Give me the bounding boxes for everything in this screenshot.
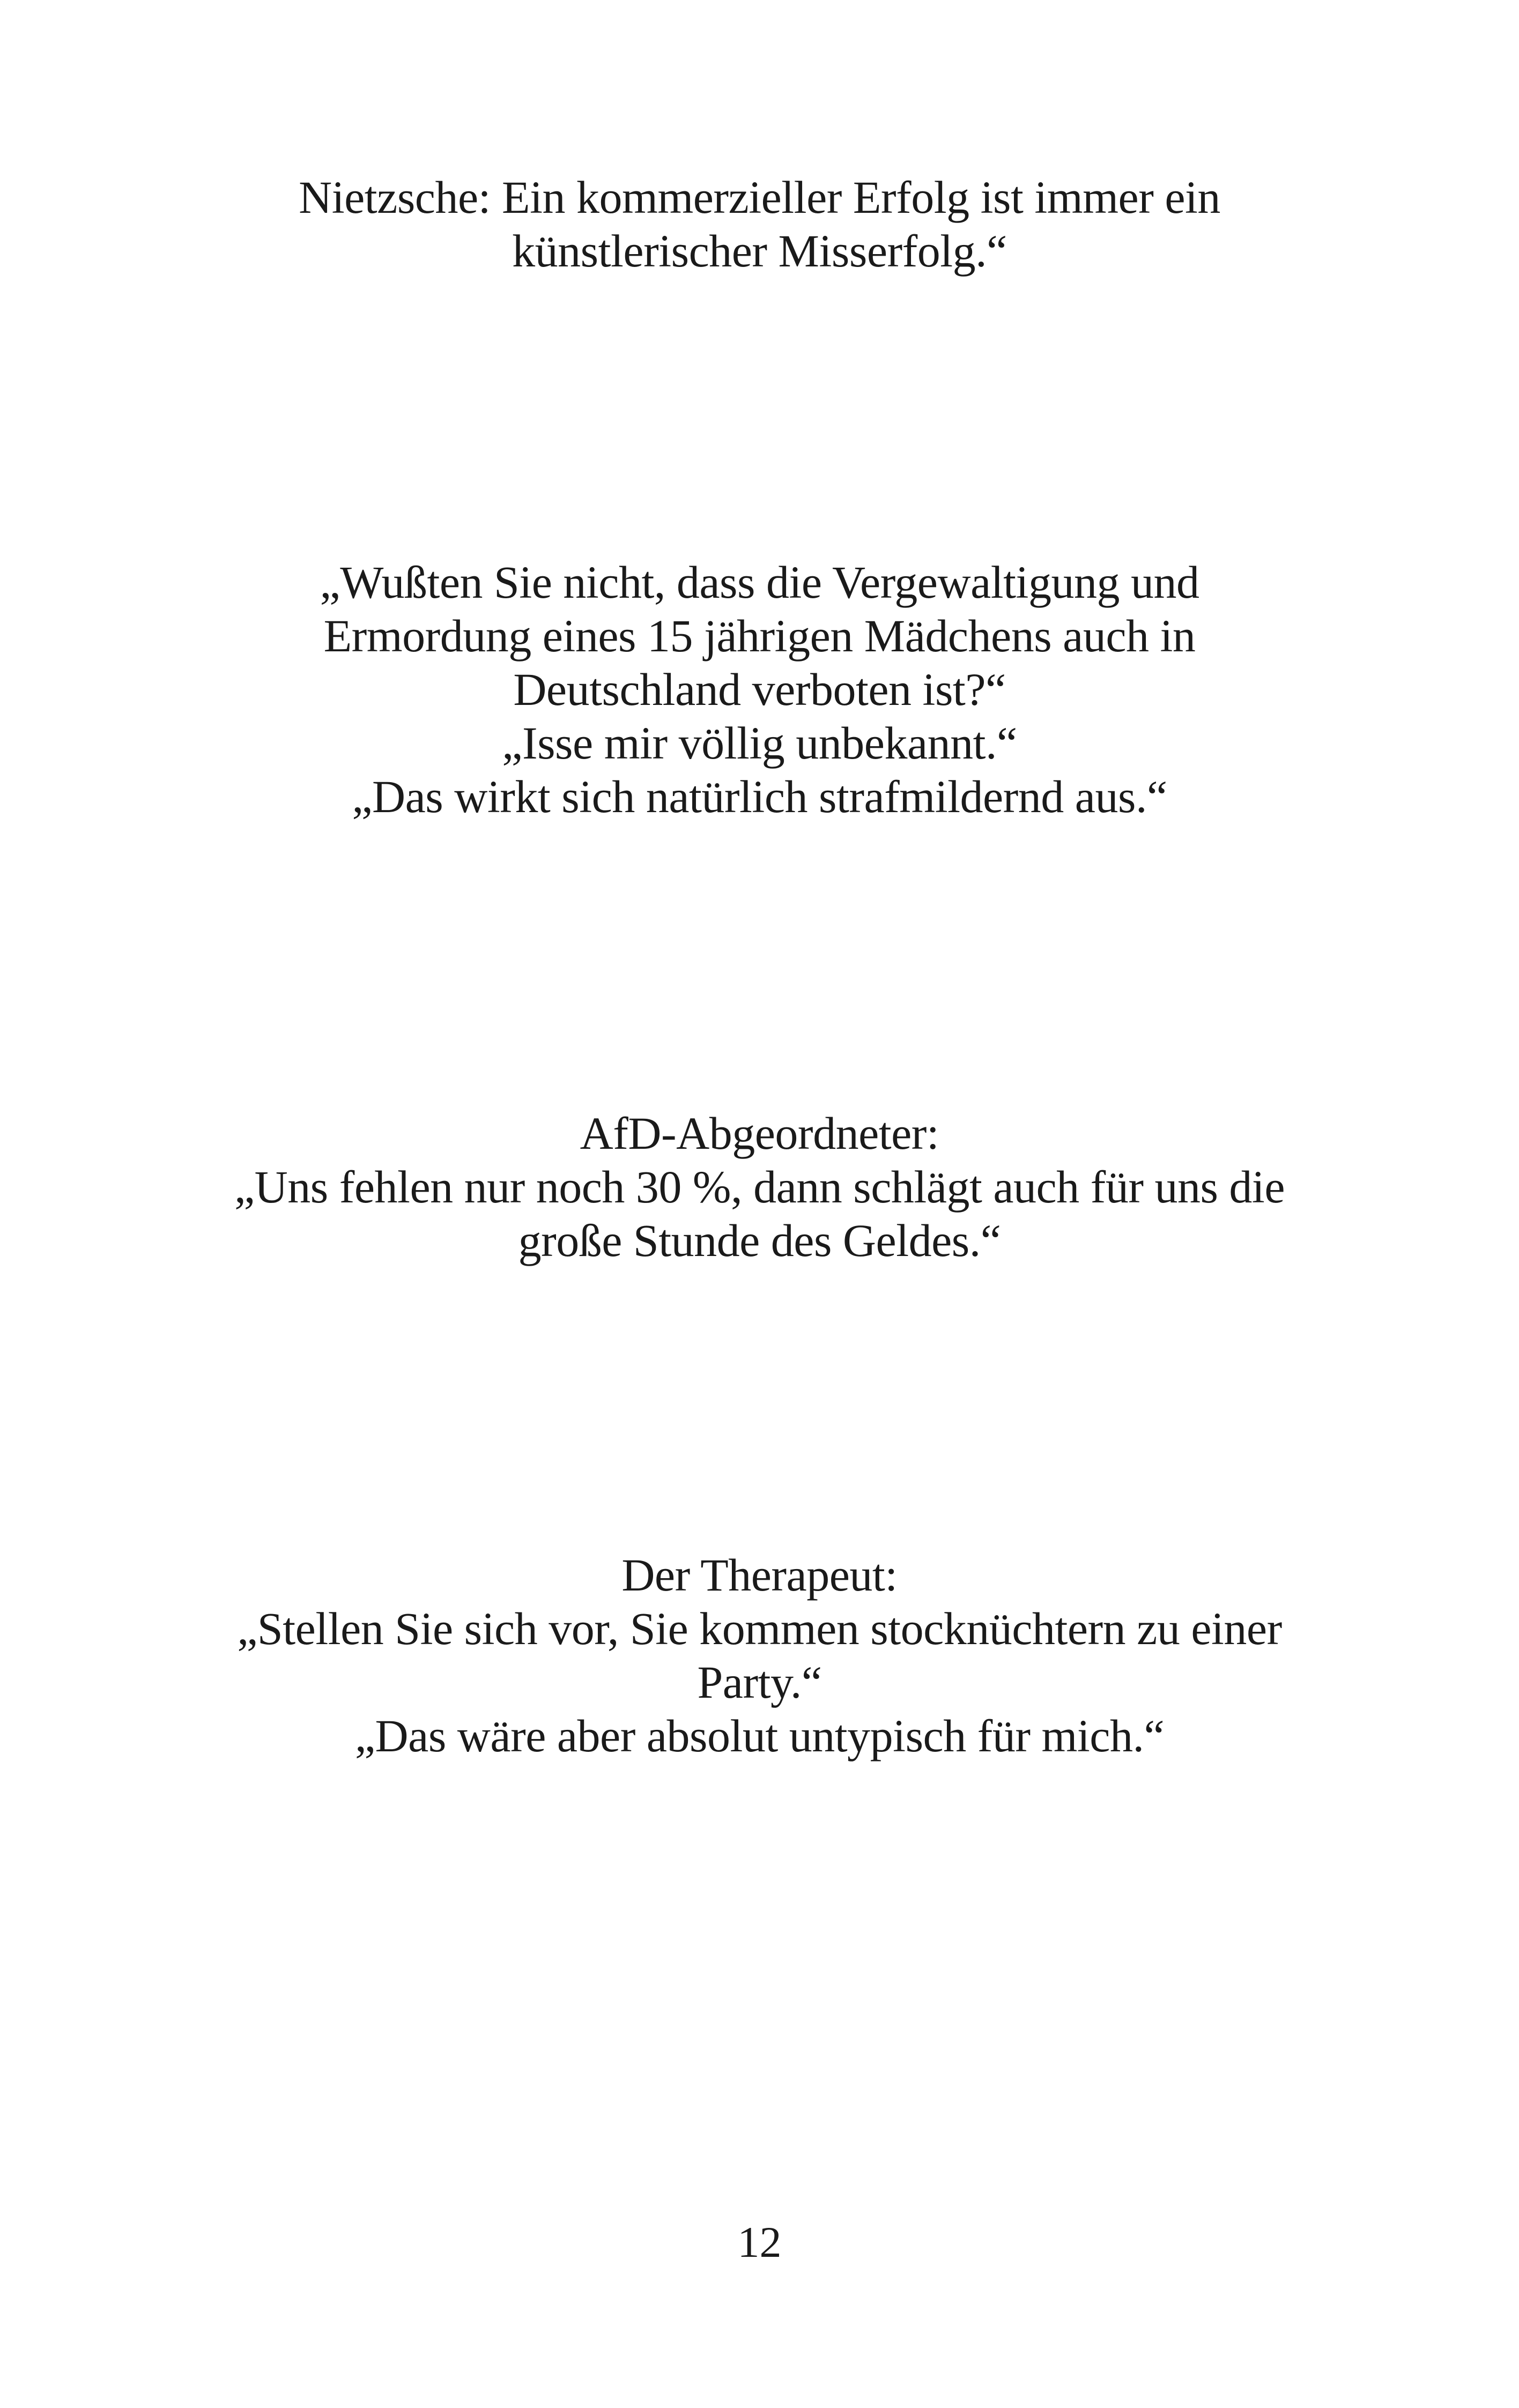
dialogue-block-therapist xyxy=(0,1548,1519,1763)
text-line: „Uns fehlen nur noch 30 %, dann schlägt auch für uns die xyxy=(234,1161,1285,1213)
quote-block-afd xyxy=(0,1106,1519,1267)
dialogue-block-court xyxy=(0,555,1519,823)
text-line: „Das wäre aber absolut untypisch für mich.“ xyxy=(354,1710,1165,1762)
text-line: Nietzsche: Ein kommerzieller Erfolg ist immer ein xyxy=(299,172,1220,223)
text-line: „Stellen Sie sich vor, Sie kommen stocknüchtern zu einer xyxy=(237,1603,1282,1654)
text-line: Party.“ xyxy=(697,1656,822,1708)
text-line: „Wußten Sie nicht, dass die Vergewaltigung und xyxy=(320,556,1199,608)
text-line: Ermordung eines 15 jährigen Mädchens auch in xyxy=(323,610,1196,662)
text-line: Deutschland verboten ist?“ xyxy=(513,664,1006,715)
text-line: AfD-Abgeordneter: xyxy=(580,1108,939,1159)
text-line: Der Therapeut: xyxy=(621,1549,898,1601)
quote-block-nietzsche xyxy=(0,170,1519,278)
text-line: „Das wirkt sich natürlich strafmildernd aus.“ xyxy=(352,771,1167,822)
text-line: „Isse mir völlig unbekannt.“ xyxy=(502,717,1017,769)
page-number: 12 xyxy=(737,2218,782,2266)
text-line: künstlerischer Misserfolg.“ xyxy=(512,225,1007,277)
text-line: große Stunde des Geldes.“ xyxy=(518,1215,1001,1266)
